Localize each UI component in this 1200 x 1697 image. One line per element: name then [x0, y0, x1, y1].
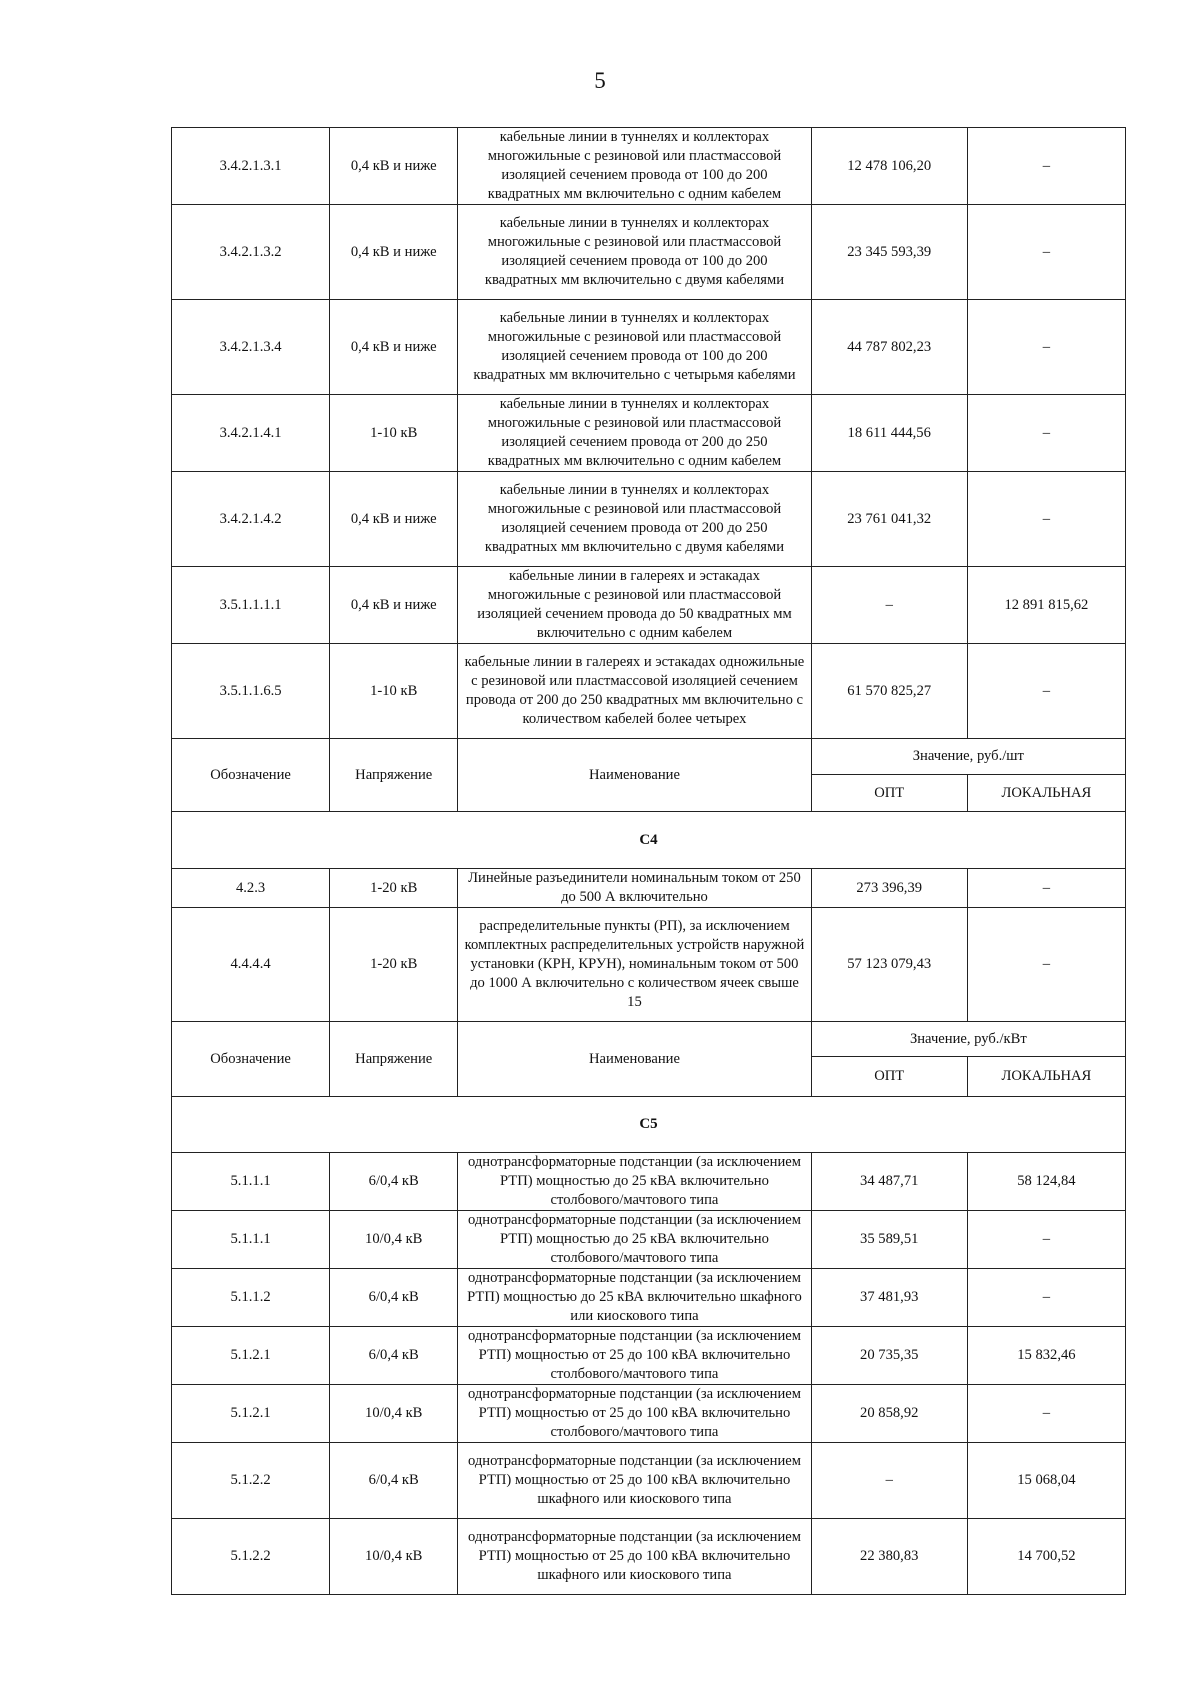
- tariff-table: [171, 127, 1126, 1595]
- table-row: [172, 395, 1126, 472]
- code-cell: 5.1.1.2: [172, 1269, 330, 1327]
- header-row: [172, 1022, 1126, 1057]
- name-cell: однотрансформаторные подстанции (за исключением РТП) мощностью до 25 кВА включительно столбового/мачтового типа: [458, 1211, 811, 1269]
- code-cell: 5.1.2.1: [172, 1385, 330, 1443]
- table-row: [172, 1385, 1126, 1443]
- code-cell: 3.4.2.1.4.1: [172, 395, 330, 472]
- name-cell: кабельные линии в туннелях и коллекторах многожильные с резиновой или пластмассовой изоляцией сечением провода от 100 до 200 квадратных мм включительно с двумя кабелями: [458, 205, 811, 300]
- local-value-cell: 12 891 815,62: [967, 567, 1125, 644]
- code-cell: 3.5.1.1.1.1: [172, 567, 330, 644]
- opt-value-cell: 20 735,35: [811, 1327, 967, 1385]
- name-cell: однотрансформаторные подстанции (за исключением РТП) мощностью до 25 кВА включительно шкафного или киоскового типа: [458, 1269, 811, 1327]
- voltage-cell: 10/0,4 кВ: [330, 1385, 458, 1443]
- local-value-cell: –: [967, 869, 1125, 908]
- opt-header: ОПТ: [811, 1057, 967, 1097]
- code-cell: 3.4.2.1.3.4: [172, 300, 330, 395]
- name-header: Наименование: [458, 739, 811, 812]
- voltage-cell: 0,4 кВ и ниже: [330, 128, 458, 205]
- opt-value-cell: 44 787 802,23: [811, 300, 967, 395]
- voltage-cell: 6/0,4 кВ: [330, 1153, 458, 1211]
- value-header: Значение, руб./кВт: [811, 1022, 1125, 1057]
- table-row: [172, 1519, 1126, 1595]
- opt-value-cell: 23 345 593,39: [811, 205, 967, 300]
- table-row: [172, 1211, 1126, 1269]
- local-value-cell: 15 832,46: [967, 1327, 1125, 1385]
- voltage-cell: 1-10 кВ: [330, 395, 458, 472]
- voltage-cell: 10/0,4 кВ: [330, 1519, 458, 1595]
- voltage-header: Напряжение: [330, 1022, 458, 1097]
- name-cell: распределительные пункты (РП), за исключением комплектных распределительных устройств наружной установки (КРН, КРУН), номинальным током от 500 до 1000 А включительно с количеством ячеек свыше 15: [458, 908, 811, 1022]
- code-cell: 3.4.2.1.4.2: [172, 472, 330, 567]
- local-value-cell: –: [967, 395, 1125, 472]
- local-value-cell: 58 124,84: [967, 1153, 1125, 1211]
- local-value-cell: –: [967, 300, 1125, 395]
- name-header: Наименование: [458, 1022, 811, 1097]
- local-value-cell: –: [967, 644, 1125, 739]
- code-cell: 3.4.2.1.3.1: [172, 128, 330, 205]
- value-header: Значение, руб./шт: [811, 739, 1125, 775]
- header-row: [172, 739, 1126, 775]
- table-row: [172, 1443, 1126, 1519]
- voltage-cell: 0,4 кВ и ниже: [330, 300, 458, 395]
- local-value-cell: –: [967, 205, 1125, 300]
- opt-value-cell: 12 478 106,20: [811, 128, 967, 205]
- local-value-cell: –: [967, 1269, 1125, 1327]
- code-cell: 4.2.3: [172, 869, 330, 908]
- local-value-cell: –: [967, 472, 1125, 567]
- voltage-header: Напряжение: [330, 739, 458, 812]
- table-row: [172, 1153, 1126, 1211]
- table-row: [172, 128, 1126, 205]
- opt-value-cell: 18 611 444,56: [811, 395, 967, 472]
- voltage-cell: 6/0,4 кВ: [330, 1269, 458, 1327]
- name-cell: кабельные линии в галереях и эстакадах многожильные с резиновой или пластмассовой изоляцией сечением провода до 50 квадратных мм включительно с одним кабелем: [458, 567, 811, 644]
- local-value-cell: –: [967, 1385, 1125, 1443]
- code-cell: 3.5.1.1.6.5: [172, 644, 330, 739]
- code-cell: 4.4.4.4: [172, 908, 330, 1022]
- local-value-cell: –: [967, 128, 1125, 205]
- voltage-cell: 0,4 кВ и ниже: [330, 472, 458, 567]
- section-title-c4: С4: [172, 812, 1126, 869]
- name-cell: кабельные линии в туннелях и коллекторах многожильные с резиновой или пластмассовой изоляцией сечением провода от 200 до 250 квадратных мм включительно с одним кабелем: [458, 395, 811, 472]
- name-cell: кабельные линии в туннелях и коллекторах многожильные с резиновой или пластмассовой изоляцией сечением провода от 200 до 250 квадратных мм включительно с двумя кабелями: [458, 472, 811, 567]
- local-value-cell: –: [967, 1211, 1125, 1269]
- opt-header: ОПТ: [811, 775, 967, 812]
- opt-value-cell: 61 570 825,27: [811, 644, 967, 739]
- name-cell: кабельные линии в туннелях и коллекторах многожильные с резиновой или пластмассовой изоляцией сечением провода от 100 до 200 квадратных мм включительно с четырьмя кабелями: [458, 300, 811, 395]
- table-row: [172, 644, 1126, 739]
- table-row: [172, 1327, 1126, 1385]
- name-cell: однотрансформаторные подстанции (за исключением РТП) мощностью от 25 до 100 кВА включительно шкафного или киоскового типа: [458, 1519, 811, 1595]
- designation-header: Обозначение: [172, 739, 330, 812]
- voltage-cell: 10/0,4 кВ: [330, 1211, 458, 1269]
- table-row: [172, 1269, 1126, 1327]
- local-value-cell: 14 700,52: [967, 1519, 1125, 1595]
- opt-value-cell: 273 396,39: [811, 869, 967, 908]
- voltage-cell: 1-10 кВ: [330, 644, 458, 739]
- opt-value-cell: 37 481,93: [811, 1269, 967, 1327]
- local-value-cell: –: [967, 908, 1125, 1022]
- designation-header: Обозначение: [172, 1022, 330, 1097]
- voltage-cell: 6/0,4 кВ: [330, 1443, 458, 1519]
- opt-value-cell: –: [811, 1443, 967, 1519]
- table-row: [172, 908, 1126, 1022]
- local-header: ЛОКАЛЬНАЯ: [967, 1057, 1125, 1097]
- voltage-cell: 1-20 кВ: [330, 869, 458, 908]
- voltage-cell: 0,4 кВ и ниже: [330, 205, 458, 300]
- code-cell: 5.1.1.1: [172, 1153, 330, 1211]
- name-cell: однотрансформаторные подстанции (за исключением РТП) мощностью от 25 до 100 кВА включительно столбового/мачтового типа: [458, 1385, 811, 1443]
- opt-value-cell: 34 487,71: [811, 1153, 967, 1211]
- section-title-c5: С5: [172, 1097, 1126, 1153]
- name-cell: однотрансформаторные подстанции (за исключением РТП) мощностью от 25 до 100 кВА включительно столбового/мачтового типа: [458, 1327, 811, 1385]
- code-cell: 5.1.1.1: [172, 1211, 330, 1269]
- voltage-cell: 1-20 кВ: [330, 908, 458, 1022]
- opt-value-cell: 23 761 041,32: [811, 472, 967, 567]
- code-cell: 3.4.2.1.3.2: [172, 205, 330, 300]
- opt-value-cell: 57 123 079,43: [811, 908, 967, 1022]
- voltage-cell: 0,4 кВ и ниже: [330, 567, 458, 644]
- name-cell: Линейные разъединители номинальным током от 250 до 500 А включительно: [458, 869, 811, 908]
- name-cell: кабельные линии в галереях и эстакадах одножильные с резиновой или пластмассовой изоляцией сечением провода от 200 до 250 квадратных мм включительно с количеством кабелей более четырех: [458, 644, 811, 739]
- section-row: [172, 812, 1126, 869]
- opt-value-cell: 22 380,83: [811, 1519, 967, 1595]
- opt-value-cell: 20 858,92: [811, 1385, 967, 1443]
- opt-value-cell: –: [811, 567, 967, 644]
- table-row: [172, 205, 1126, 300]
- code-cell: 5.1.2.2: [172, 1443, 330, 1519]
- page-number: 5: [594, 68, 606, 93]
- local-value-cell: 15 068,04: [967, 1443, 1125, 1519]
- name-cell: однотрансформаторные подстанции (за исключением РТП) мощностью от 25 до 100 кВА включительно шкафного или киоскового типа: [458, 1443, 811, 1519]
- name-cell: кабельные линии в туннелях и коллекторах многожильные с резиновой или пластмассовой изоляцией сечением провода от 100 до 200 квадратных мм включительно с одним кабелем: [458, 128, 811, 205]
- opt-value-cell: 35 589,51: [811, 1211, 967, 1269]
- table-row: [172, 472, 1126, 567]
- voltage-cell: 6/0,4 кВ: [330, 1327, 458, 1385]
- table-row: [172, 300, 1126, 395]
- table-row: [172, 869, 1126, 908]
- local-header: ЛОКАЛЬНАЯ: [967, 775, 1125, 812]
- code-cell: 5.1.2.1: [172, 1327, 330, 1385]
- table-row: [172, 567, 1126, 644]
- code-cell: 5.1.2.2: [172, 1519, 330, 1595]
- section-row: [172, 1097, 1126, 1153]
- name-cell: однотрансформаторные подстанции (за исключением РТП) мощностью до 25 кВА включительно столбового/мачтового типа: [458, 1153, 811, 1211]
